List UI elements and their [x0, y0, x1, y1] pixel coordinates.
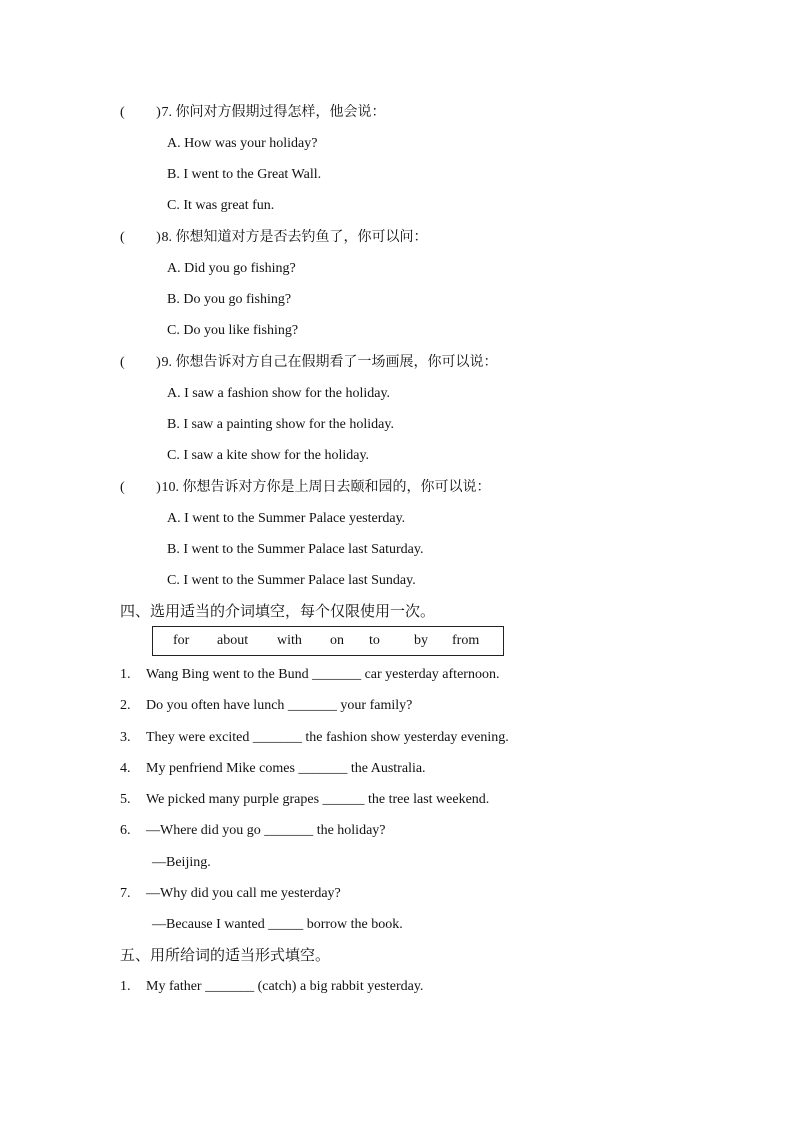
- fill-item-3: [120, 729, 509, 747]
- fill-item-7-answer[interactable]: —Because I wanted _____ borrow the book.: [152, 917, 403, 932]
- question-8: [120, 228, 428, 247]
- option-c: C. I went to the Summer Palace last Sunday.: [167, 573, 416, 588]
- word-bank-item: by: [414, 633, 428, 648]
- item-text[interactable]: My father _______ (catch) a big rabbit yesterday.: [146, 979, 424, 994]
- question-prompt: 你想告诉对方自己在假期看了一场画展，你可以说：: [175, 354, 498, 370]
- option-a: A. I went to the Summer Palace yesterday.: [167, 511, 406, 526]
- item-number: 1.: [120, 667, 131, 682]
- fill-item-4: [120, 760, 426, 778]
- form-item-1: [120, 978, 423, 996]
- word-bank: [152, 626, 504, 656]
- item-number: 5.: [120, 792, 131, 807]
- item-text[interactable]: —Where did you go _______ the holiday?: [146, 823, 386, 838]
- option-c: C. I saw a kite show for the holiday.: [167, 448, 370, 463]
- item-number: 6.: [120, 823, 131, 838]
- question-10: [120, 478, 491, 497]
- option-b: B. Do you go fishing?: [167, 292, 292, 307]
- answer-paren[interactable]: ( ): [120, 105, 161, 120]
- question-7: [120, 103, 386, 122]
- question-number: 7.: [161, 105, 172, 120]
- option-c: C. Do you like fishing?: [167, 323, 299, 338]
- option-b: B. I went to the Summer Palace last Saturday.: [167, 542, 424, 557]
- word-bank-item: on: [330, 633, 344, 648]
- section-5-title: 五、用所给词的适当形式填空。: [120, 946, 331, 964]
- answer-paren[interactable]: ( ): [120, 480, 161, 495]
- item-text[interactable]: They were excited _______ the fashion show yesterday evening.: [146, 730, 509, 745]
- word-bank-item: about: [217, 633, 249, 648]
- option-a: A. How was your holiday?: [167, 136, 318, 151]
- option-b: B. I went to the Great Wall.: [167, 167, 322, 182]
- option-b: B. I saw a painting show for the holiday.: [167, 417, 394, 432]
- answer-paren[interactable]: ( ): [120, 355, 161, 370]
- option-a: A. I saw a fashion show for the holiday.: [167, 386, 391, 401]
- word-bank-item: for: [173, 633, 190, 648]
- question-number: 8.: [161, 230, 172, 245]
- fill-item-7: [120, 885, 341, 903]
- fill-item-1: [120, 666, 499, 684]
- question-number: 9.: [161, 355, 172, 370]
- word-bank-item: to: [369, 633, 380, 648]
- fill-item-6-answer: —Beijing.: [152, 855, 211, 870]
- item-text[interactable]: Do you often have lunch _______ your family?: [146, 698, 413, 713]
- item-text[interactable]: We picked many purple grapes ______ the tree last weekend.: [146, 792, 490, 807]
- item-number: 3.: [120, 730, 131, 745]
- item-number: 4.: [120, 761, 131, 776]
- word-bank-item: with: [277, 633, 302, 648]
- item-number: 2.: [120, 698, 131, 713]
- fill-item-5: [120, 791, 489, 809]
- item-text: —Why did you call me yesterday?: [146, 886, 341, 901]
- question-prompt: 你想知道对方是否去钓鱼了，你可以问：: [175, 229, 428, 245]
- item-text[interactable]: My penfriend Mike comes _______ the Australia.: [146, 761, 426, 776]
- question-prompt: 你问对方假期过得怎样，他会说：: [175, 104, 386, 120]
- item-text[interactable]: Wang Bing went to the Bund _______ car yesterday afternoon.: [146, 667, 500, 682]
- word-bank-item: from: [452, 633, 480, 648]
- question-9: [120, 353, 498, 372]
- option-a: A. Did you go fishing?: [167, 261, 296, 276]
- section-4-title: 四、选用适当的介词填空，每个仅限使用一次。: [120, 602, 436, 620]
- item-number: 1.: [120, 979, 131, 994]
- fill-item-6: [120, 822, 386, 840]
- item-number: 7.: [120, 886, 131, 901]
- fill-item-2: [120, 697, 412, 715]
- option-c: C. It was great fun.: [167, 198, 275, 213]
- answer-paren[interactable]: ( ): [120, 230, 161, 245]
- question-number: 10.: [161, 480, 179, 495]
- question-prompt: 你想告诉对方你是上周日去颐和园的，你可以说：: [182, 479, 491, 495]
